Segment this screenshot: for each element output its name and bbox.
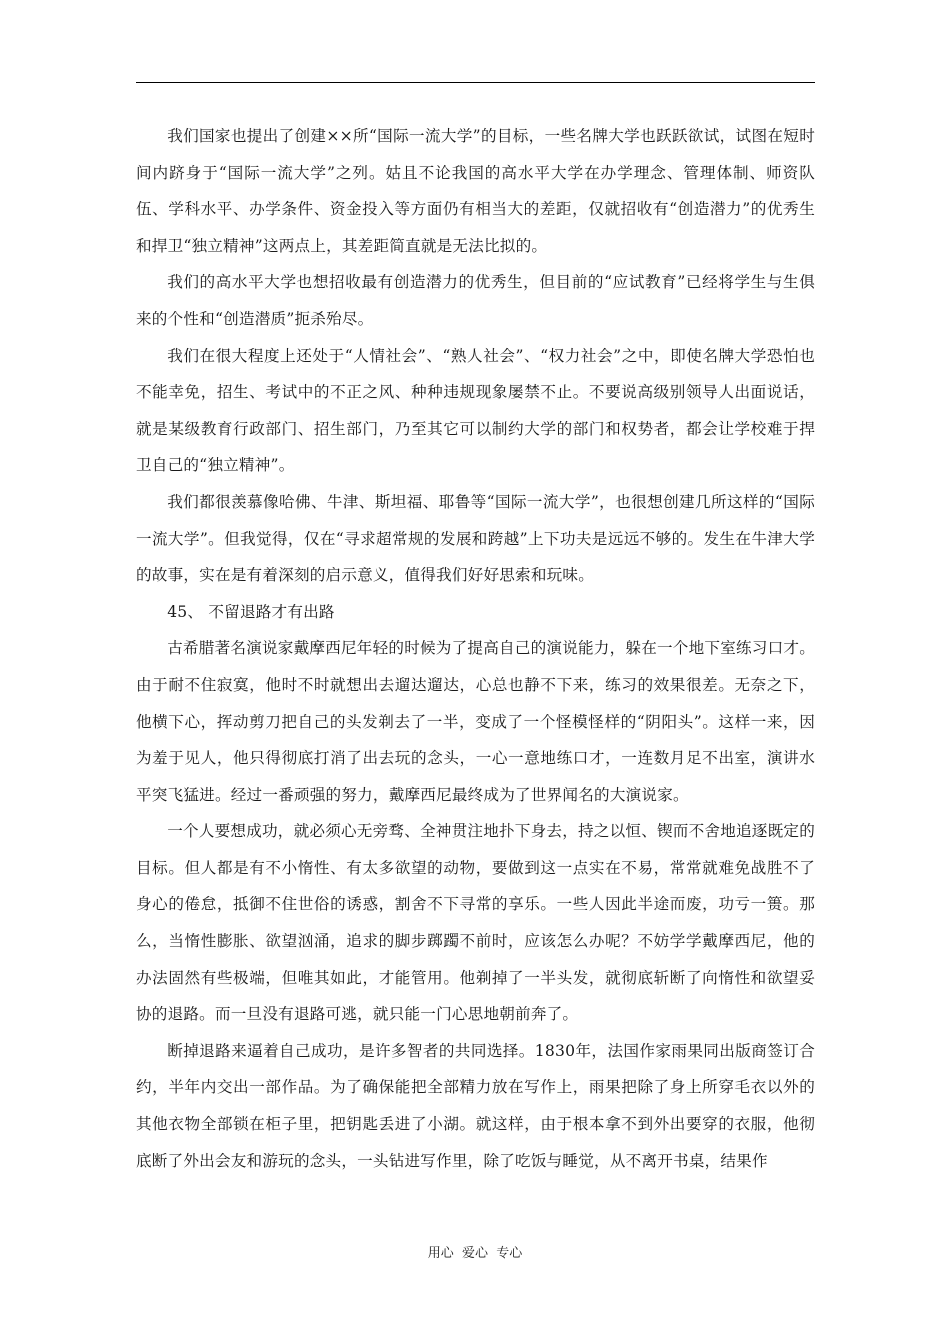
section-heading: 45、 不留退路才有出路 bbox=[167, 602, 335, 621]
page-body bbox=[136, 118, 815, 1179]
paragraph: 古希腊著名演说家戴摩西尼年轻的时候为了提高自己的演说能力，躲在一个地下室练习口才。由于耐不住寂寞，他时不时就想出去遛达遛达，心总也静不下来，练习的效果很差。无奈之下，他横下心，挥动剪刀把自己的头发剃去了一半，变成了一个怪模怪样的“阴阳头”。这样一来，因为羞于见人，他只得彻底打消了出去玩的念头，一心一意地练口才，一连数月足不出室，演讲水平突飞猛进。经过一番顽强的努力，戴摩西尼最终成为了世界闻名的大演说家。 bbox=[136, 639, 815, 804]
paragraph: 断掉退路来逼着自己成功，是许多智者的共同选择。1830年，法国作家雨果同出版商签订合约，半年内交出一部作品。为了确保能把全部精力放在写作上，雨果把除了身上所穿毛衣以外的其他衣物全部锁在柜子里，把钥匙丢进了小湖。就这样，由于根本拿不到外出要穿的衣服，他彻底断了外出会友和游玩的念头，一头钻进写作里，除了吃饭与睡觉，从不离开书桌，结果作 bbox=[136, 1041, 815, 1170]
paragraph: 我们都很羡慕像哈佛、牛津、斯坦福、耶鲁等“国际一流大学”，也很想创建几所这样的“国际一流大学”。但我觉得，仅在“寻求超常规的发展和跨越”上下功夫是远远不够的。发生在牛津大学的故事，实在是有着深刻的启示意义，值得我们好好思索和玩味。 bbox=[136, 492, 815, 585]
paragraph: 一个人要想成功，就必须心无旁骛、全神贯注地扑下身去，持之以恒、锲而不舍地追逐既定的目标。但人都是有不小惰性、有太多欲望的动物，要做到这一点实在不易，常常就难免战胜不了身心的倦怠，抵御不住世俗的诱惑，割舍不下寻常的享乐。一些人因此半途而废，功亏一篑。那么，当惰性膨胀、欲望汹涌，追求的脚步踯躅不前时，应该怎么办呢？不妨学学戴摩西尼，他的办法固然有些极端，但唯其如此，才能管用。他剃掉了一半头发，就彻底斩断了向惰性和欲望妥协的退路。而一旦没有退路可逃，就只能一门心思地朝前奔了。 bbox=[136, 822, 815, 1024]
paragraph: 我们在很大程度上还处于“人情社会”、“熟人社会”、“权力社会”之中，即使名牌大学恐怕也不能幸免，招生、考试中的不正之风、种种违规现象屡禁不止。不要说高级别领导人出面说话，就是某级教育行政部门、招生部门，乃至其它可以制约大学的部门和权势者，都会让学校难于捍卫自己的“独立精神”。 bbox=[136, 346, 815, 475]
page-footer: 用心 爱心 专心 bbox=[427, 1246, 523, 1261]
paragraph: 我们国家也提出了创建××所“国际一流大学”的目标，一些名牌大学也跃跃欲试，试图在短时间内跻身于“国际一流大学”之列。姑且不论我国的高水平大学在办学理念、管理体制、师资队伍、学科水平、办学条件、资金投入等方面仍有相当大的差距，仅就招收有“创造潜力”的优秀生和捍卫“独立精神”这两点上，其差距简直就是无法比拟的。 bbox=[136, 127, 815, 255]
header-rule bbox=[136, 82, 815, 83]
paragraph: 我们的高水平大学也想招收最有创造潜力的优秀生，但目前的“应试教育”已经将学生与生俱来的个性和“创造潜质”扼杀殆尽。 bbox=[136, 273, 815, 328]
